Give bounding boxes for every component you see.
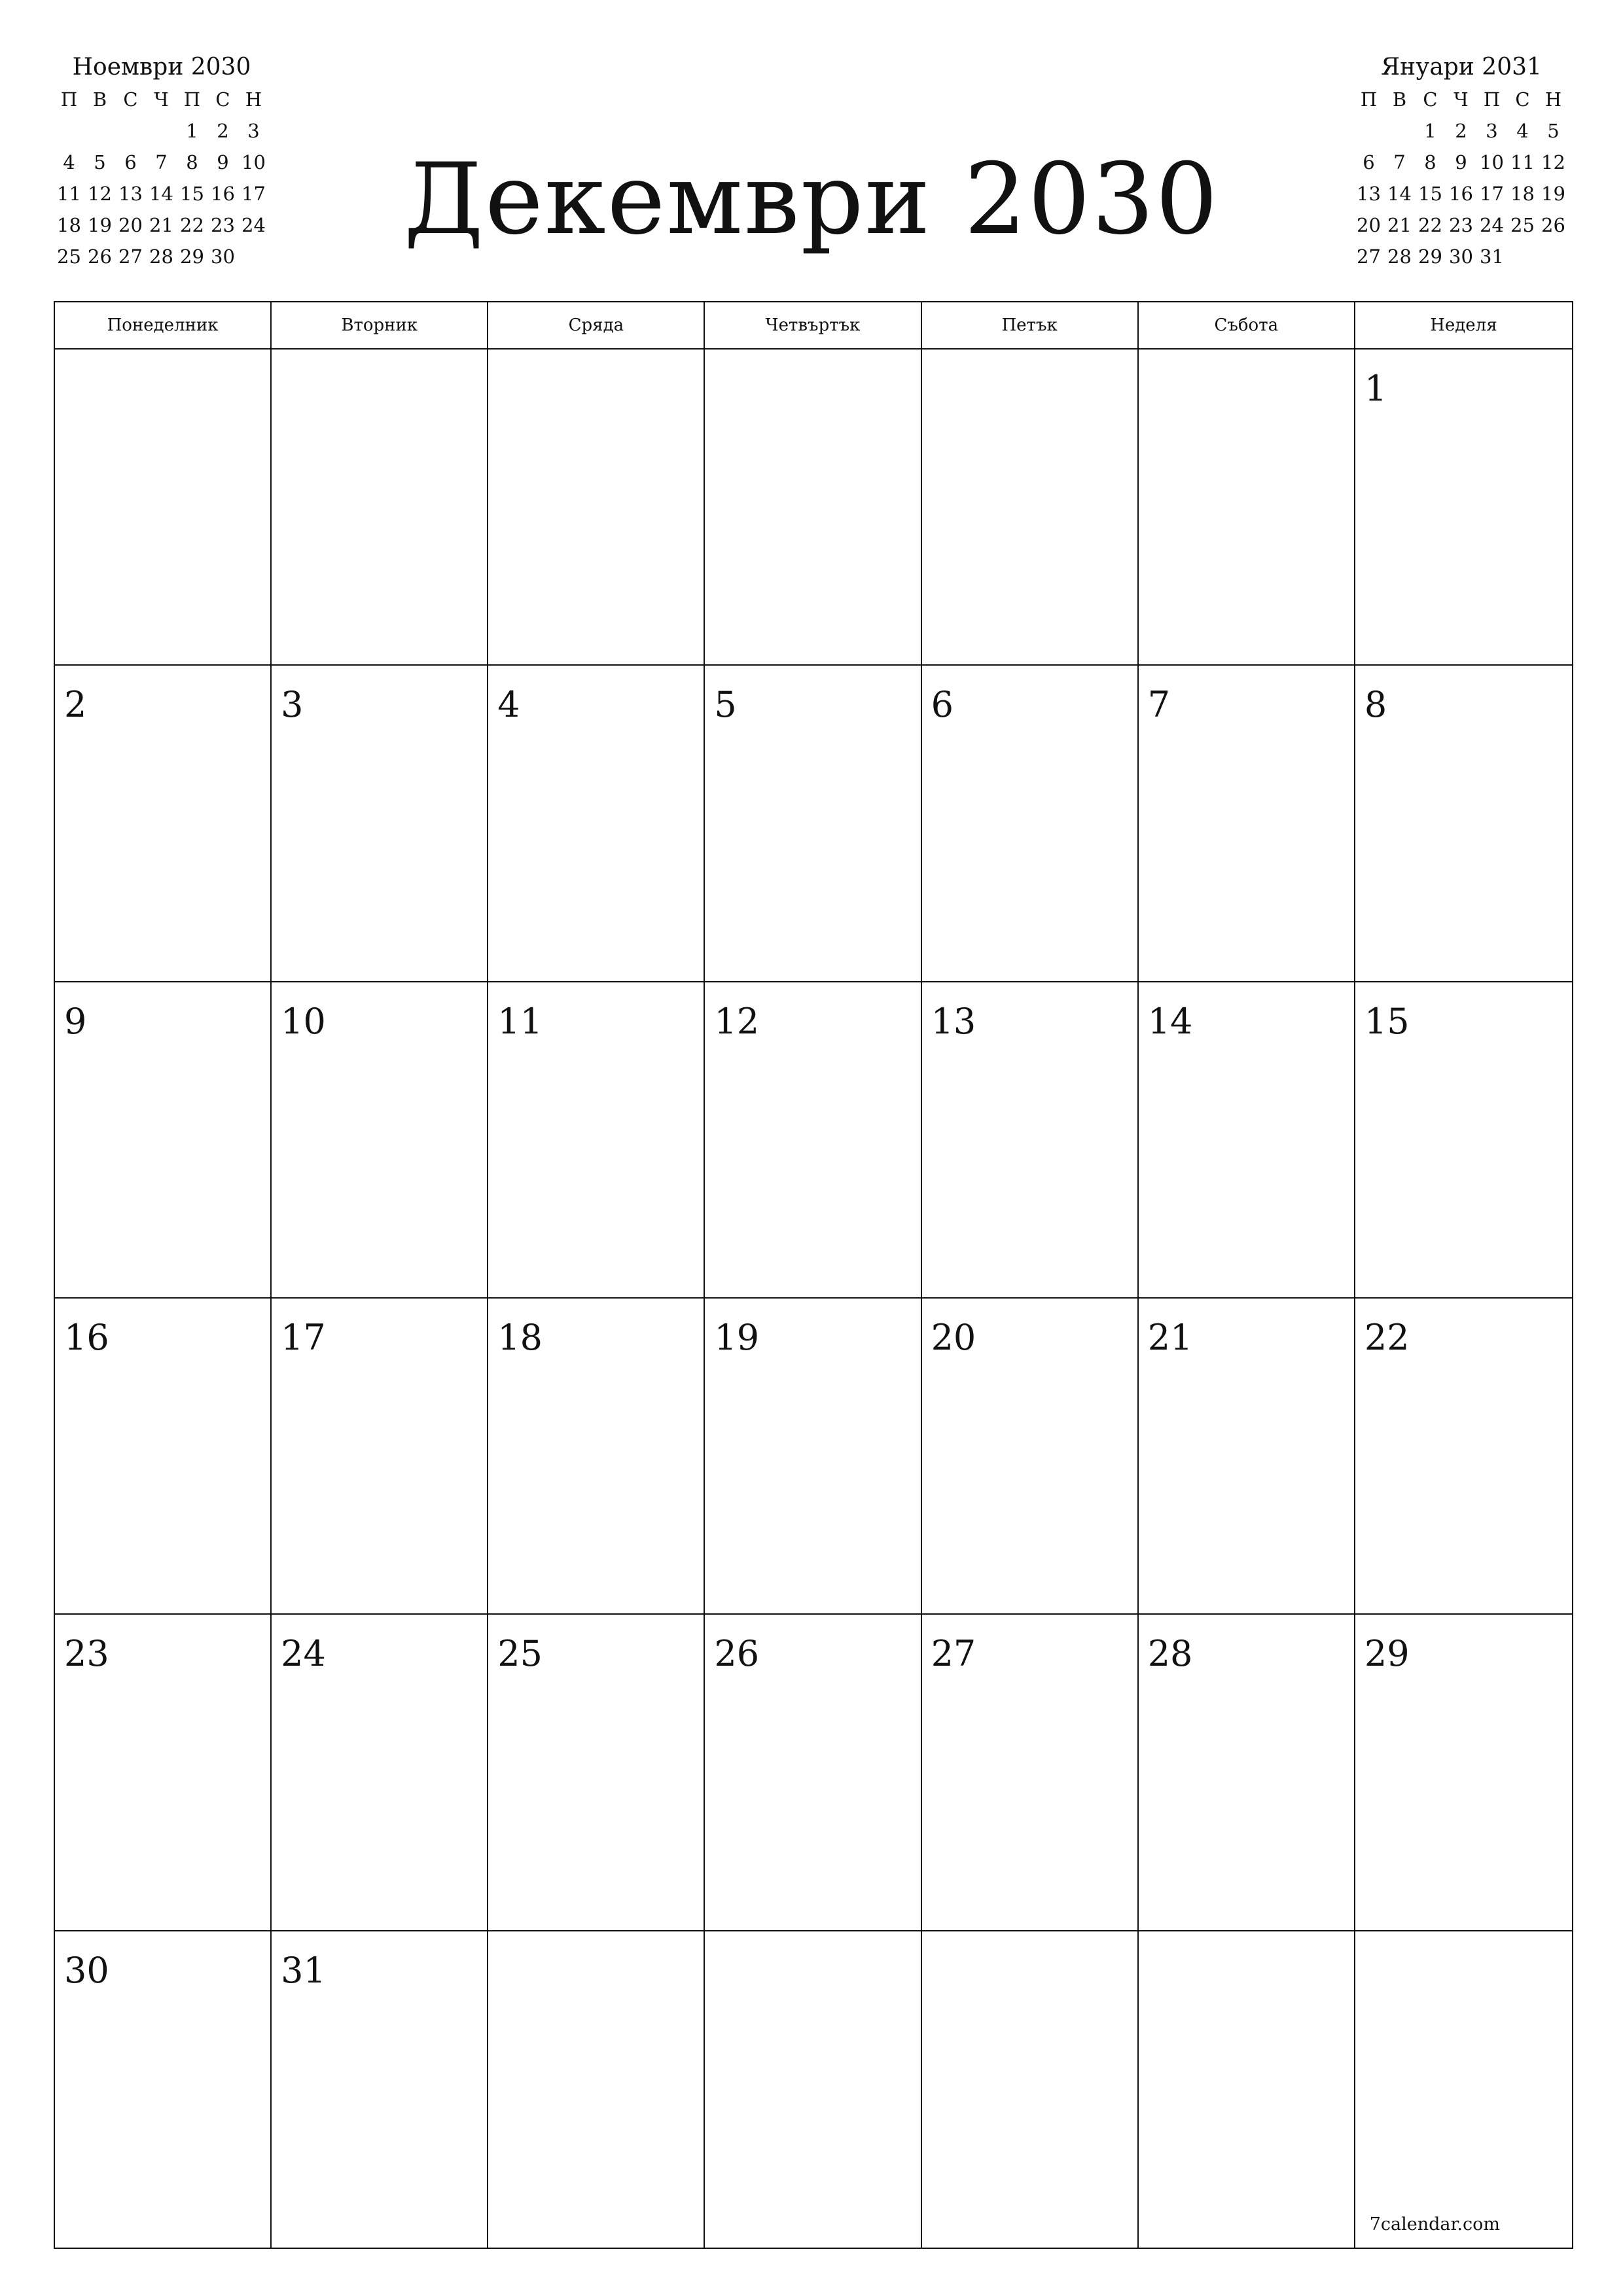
day-cell[interactable] [488, 1931, 705, 2248]
weekday-header: Петък [922, 302, 1139, 348]
mini-day: 14 [1387, 183, 1412, 205]
mini-weekday-label: Н [1544, 88, 1562, 111]
mini-weekday-label: Ч [154, 88, 169, 111]
day-cell[interactable] [1139, 666, 1355, 982]
mini-day: 10 [241, 151, 266, 173]
day-number: 10 [281, 1000, 326, 1042]
day-cell[interactable] [705, 1931, 921, 2248]
day-number: 8 [1364, 684, 1387, 726]
mini-day: 27 [1357, 245, 1381, 268]
mini-day: 8 [186, 151, 198, 173]
weekday-header-row [55, 302, 1572, 350]
mini-calendar-grid [1353, 84, 1569, 272]
mini-day: 30 [1449, 245, 1473, 268]
day-cell[interactable] [1355, 1931, 1572, 2248]
day-number: 12 [714, 1000, 760, 1042]
mini-day [1353, 115, 1384, 147]
mini-day: 8 [1424, 151, 1436, 173]
day-cell[interactable] [922, 1931, 1139, 2248]
mini-day [1384, 115, 1415, 147]
day-number: 14 [1147, 1000, 1193, 1042]
footer-credit: 7calendar.com [1369, 2214, 1500, 2234]
mini-day [1507, 241, 1538, 272]
weekday-header: Четвъртък [705, 302, 921, 348]
mini-day: 5 [94, 151, 106, 173]
day-number: 5 [714, 684, 737, 726]
day-cell[interactable] [1355, 1615, 1572, 1931]
mini-day: 28 [149, 245, 173, 268]
mini-day: 27 [118, 245, 143, 268]
mini-weekday-label: В [1392, 88, 1407, 111]
mini-day: 4 [1516, 120, 1529, 142]
day-number: 3 [281, 684, 304, 726]
mini-weekday-label: П [60, 88, 78, 111]
day-number: 30 [64, 1949, 109, 1991]
mini-day: 3 [1486, 120, 1498, 142]
weekday-header: Събота [1139, 302, 1355, 348]
mini-day: 23 [211, 214, 235, 236]
mini-day: 13 [1357, 183, 1381, 205]
mini-weekday-label: С [123, 88, 138, 111]
day-cell[interactable] [1355, 350, 1572, 666]
day-cell[interactable] [1139, 350, 1355, 666]
day-number: 24 [281, 1633, 326, 1675]
mini-day: 12 [88, 183, 112, 205]
day-cell[interactable] [55, 1299, 272, 1615]
mini-weekday-label: П [1483, 88, 1501, 111]
day-cell[interactable] [922, 350, 1139, 666]
day-cell[interactable] [55, 982, 272, 1299]
mini-day: 19 [88, 214, 112, 236]
mini-day: 26 [1541, 214, 1565, 236]
day-number: 2 [64, 684, 87, 726]
mini-day: 10 [1480, 151, 1504, 173]
mini-day: 5 [1547, 120, 1560, 142]
mini-day: 7 [155, 151, 168, 173]
mini-day: 1 [1424, 120, 1436, 142]
day-cell[interactable] [922, 666, 1139, 982]
mini-day: 30 [211, 245, 235, 268]
day-cell[interactable] [1139, 1615, 1355, 1931]
day-cell[interactable] [272, 982, 488, 1299]
day-number: 25 [497, 1633, 543, 1675]
mini-day: 28 [1387, 245, 1412, 268]
weekday-header: Неделя [1430, 315, 1497, 335]
mini-day: 6 [124, 151, 137, 173]
mini-day: 1 [186, 120, 198, 142]
mini-day: 31 [1480, 245, 1504, 268]
mini-weekday-label: С [215, 88, 230, 111]
mini-day: 2 [217, 120, 229, 142]
mini-day: 9 [1455, 151, 1467, 173]
day-number: 15 [1364, 1000, 1410, 1042]
day-cell[interactable] [705, 666, 921, 982]
mini-day: 19 [1541, 183, 1565, 205]
day-cell[interactable] [1355, 1299, 1572, 1615]
mini-day: 12 [1541, 151, 1565, 173]
mini-weekday-label: П [1360, 88, 1378, 111]
day-number: 18 [497, 1317, 543, 1358]
mini-calendar-title: Ноември 2030 [72, 54, 251, 81]
day-number: 26 [714, 1633, 760, 1675]
day-number: 28 [1147, 1633, 1193, 1675]
mini-day: 9 [217, 151, 229, 173]
mini-day: 22 [1418, 214, 1442, 236]
mini-day: 3 [247, 120, 260, 142]
day-number: 11 [497, 1000, 543, 1042]
mini-day: 14 [149, 183, 173, 205]
mini-day: 18 [1510, 183, 1535, 205]
day-cell[interactable] [488, 350, 705, 666]
day-cell[interactable] [488, 982, 705, 1299]
day-cell[interactable] [272, 1299, 488, 1615]
day-number: 6 [931, 684, 954, 726]
mini-day: 15 [180, 183, 204, 205]
mini-weekday-label: С [1515, 88, 1530, 111]
day-cell[interactable] [1139, 1299, 1355, 1615]
mini-day: 6 [1363, 151, 1375, 173]
mini-day: 16 [1449, 183, 1473, 205]
day-number: 1 [1364, 368, 1387, 409]
mini-weekday-label: Н [245, 88, 262, 111]
day-cell[interactable] [488, 666, 705, 982]
mini-day: 23 [1449, 214, 1473, 236]
mini-weekday-label: В [92, 88, 107, 111]
day-number: 21 [1147, 1317, 1193, 1358]
mini-day: 20 [118, 214, 143, 236]
day-cell[interactable] [922, 1615, 1139, 1931]
day-cell[interactable] [55, 350, 272, 666]
weeks-grid [55, 350, 1572, 2248]
mini-day: 24 [1480, 214, 1504, 236]
mini-day: 4 [63, 151, 75, 173]
day-number: 9 [64, 1000, 87, 1042]
day-cell[interactable] [922, 982, 1139, 1299]
mini-day: 11 [1510, 151, 1535, 173]
day-number: 22 [1364, 1317, 1410, 1358]
mini-calendar-next-month [1353, 51, 1569, 272]
mini-day: 25 [57, 245, 81, 268]
mini-day: 21 [149, 214, 173, 236]
mini-day: 13 [118, 183, 143, 205]
mini-weekday-label: П [183, 88, 201, 111]
day-cell[interactable] [1139, 1931, 1355, 2248]
month-grid [54, 301, 1573, 2249]
day-cell[interactable] [705, 350, 921, 666]
day-number: 7 [1147, 684, 1171, 726]
day-number: 4 [497, 684, 520, 726]
day-cell[interactable] [705, 1299, 921, 1615]
day-cell[interactable] [705, 1615, 921, 1931]
day-number: 20 [931, 1317, 976, 1358]
day-cell[interactable] [1355, 666, 1572, 982]
day-cell[interactable] [272, 350, 488, 666]
mini-weekday-label: С [1423, 88, 1438, 111]
mini-day: 21 [1387, 214, 1412, 236]
mini-day: 29 [1418, 245, 1442, 268]
day-cell[interactable] [705, 982, 921, 1299]
weekday-header: Сряда [488, 302, 705, 348]
mini-day: 26 [88, 245, 112, 268]
mini-day: 24 [241, 214, 266, 236]
day-cell[interactable] [55, 1615, 272, 1931]
day-number: 23 [64, 1633, 109, 1675]
mini-day: 29 [180, 245, 204, 268]
day-number: 19 [714, 1317, 760, 1358]
day-cell[interactable] [1139, 982, 1355, 1299]
day-number: 13 [931, 1000, 976, 1042]
mini-day: 18 [57, 214, 81, 236]
mini-day: 2 [1455, 120, 1467, 142]
day-cell[interactable] [488, 1299, 705, 1615]
weekday-header: Понеделник [55, 302, 272, 348]
day-cell[interactable] [272, 1931, 488, 2248]
page-title: Декември 2030 [404, 143, 1219, 257]
day-cell[interactable] [55, 1931, 272, 2248]
day-number: 31 [281, 1949, 326, 1991]
mini-day: 25 [1510, 214, 1535, 236]
day-cell[interactable] [55, 666, 272, 982]
day-cell[interactable] [922, 1299, 1139, 1615]
mini-day: 20 [1357, 214, 1381, 236]
mini-day: 11 [57, 183, 81, 205]
mini-day: 15 [1418, 183, 1442, 205]
mini-day [1538, 241, 1569, 272]
mini-day: 16 [211, 183, 235, 205]
day-cell[interactable] [272, 1615, 488, 1931]
day-number: 27 [931, 1633, 976, 1675]
day-number: 29 [1364, 1633, 1410, 1675]
day-number: 17 [281, 1317, 326, 1358]
mini-day: 22 [180, 214, 204, 236]
day-cell[interactable] [488, 1615, 705, 1931]
mini-weekday-label: Ч [1454, 88, 1469, 111]
day-cell[interactable] [272, 666, 488, 982]
mini-day: 7 [1393, 151, 1406, 173]
mini-calendar-title: Януари 2031 [1381, 54, 1542, 81]
day-cell[interactable] [1355, 982, 1572, 1299]
mini-day: 17 [1480, 183, 1504, 205]
day-number: 16 [64, 1317, 109, 1358]
weekday-header: Вторник [272, 302, 488, 348]
mini-day: 17 [241, 183, 266, 205]
